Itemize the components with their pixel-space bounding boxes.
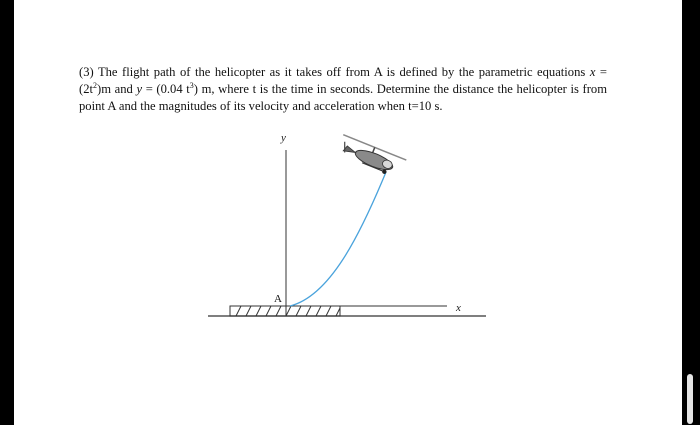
x-axis-label: x <box>456 302 461 314</box>
and-word: and <box>114 82 133 96</box>
point-a-label: A <box>274 293 282 305</box>
y-axis-label: y <box>281 132 286 144</box>
problem-line-3: helicopter is from point A and the magnitudes of its velocity and acceleration when t=10 s. <box>79 82 607 113</box>
vertical-scrollbar[interactable] <box>687 374 693 424</box>
y-variable: y <box>136 82 143 96</box>
x-variable: x <box>589 65 596 79</box>
problem-line-1: (3) The flight path of the helicopter as it takes off from A is defined by the parametric equations <box>79 65 586 79</box>
y-equation: (0.04 $t^3$) m, where t is the time in seconds. Determine the distance the <box>156 80 513 96</box>
problem-statement: (3) The flight path of the helicopter as it takes off from A is defined by the parametric equations $x = (2t^2)m$ and y = (0.04 $t^3$) m, where t is the time in seconds. Determine the distance the helicopter is from point A and the magnitudes of its velocity and acceleration when t=10 s. <box>79 65 607 113</box>
helicopter-icon <box>335 135 406 180</box>
ground-hatch-icon <box>230 306 340 316</box>
x-equation: $(2t^2)m$ <box>79 80 111 96</box>
flight-path-curve <box>290 172 386 306</box>
